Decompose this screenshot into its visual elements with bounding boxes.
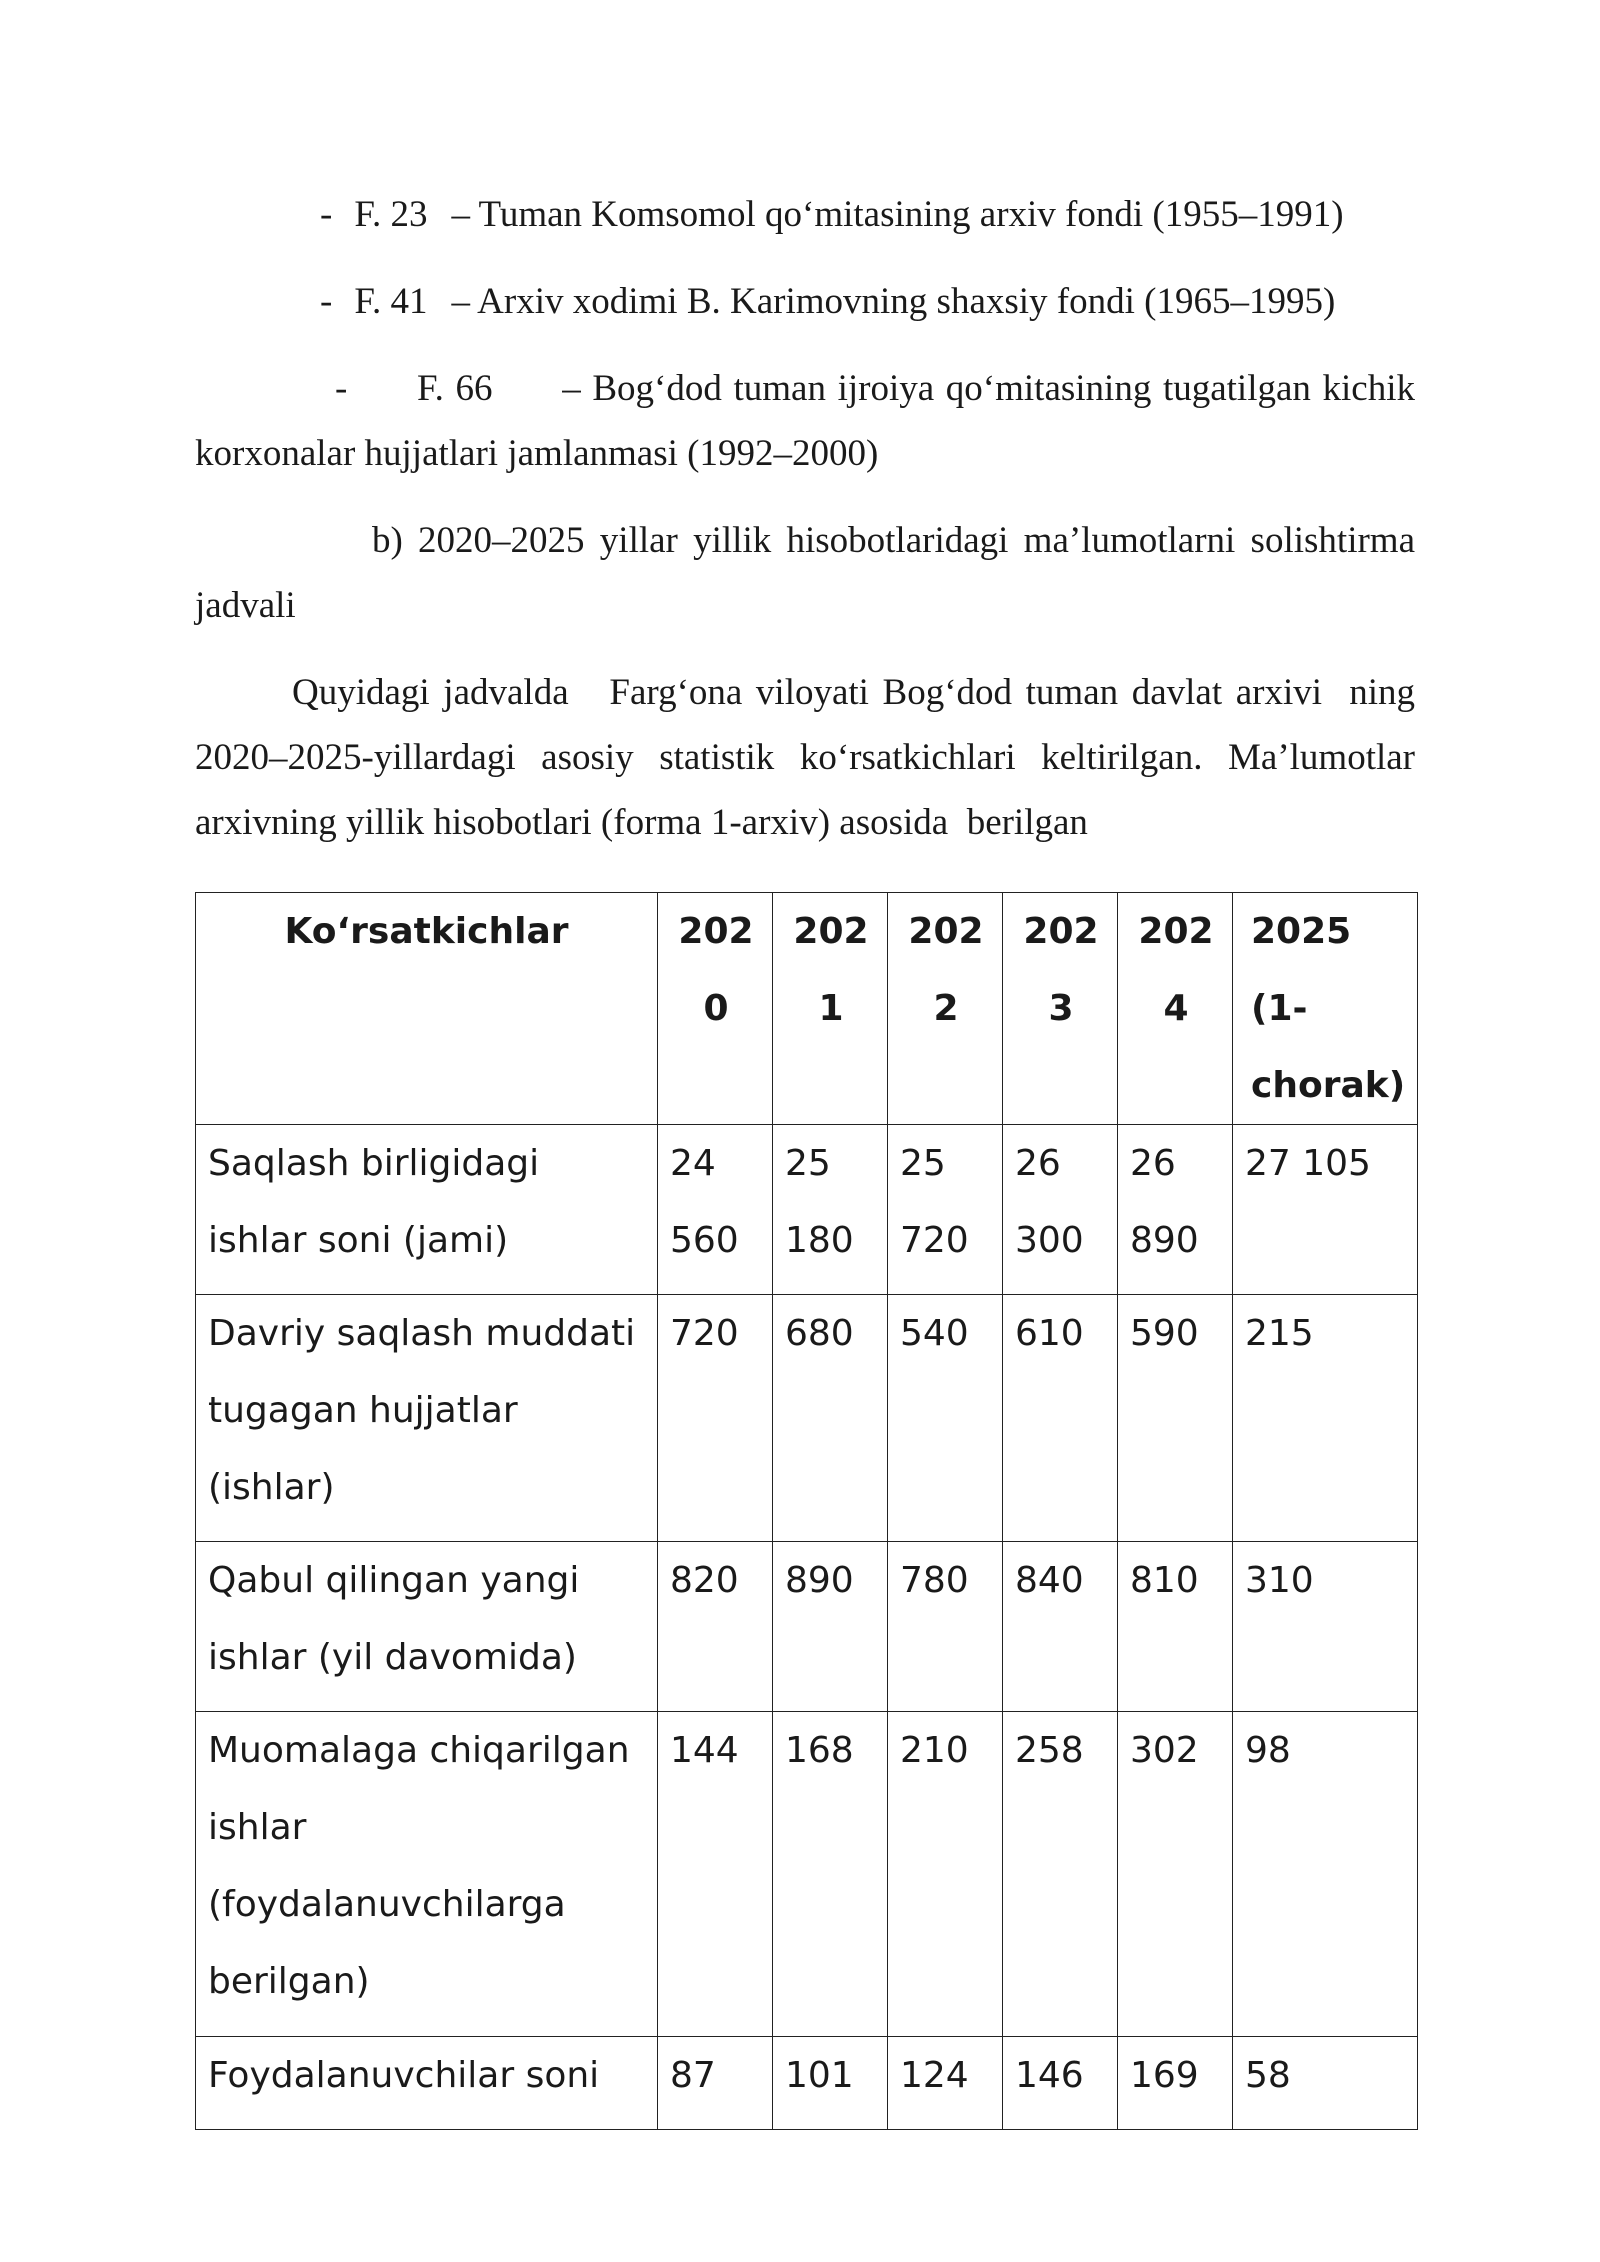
intro-line3: arxivning yillik hisobotlari (forma 1-arxiv) asosida berilgan <box>195 802 1088 843</box>
fond-item-f66 <box>335 366 1415 412</box>
cell-2025: 98 <box>1233 1712 1418 2037</box>
row-label <box>196 2037 658 2130</box>
section-b-line1: b) 2020–2025 yillar yillik hisobotlaridagi ma’lumotlarni solishtirma <box>372 520 1415 561</box>
row-label <box>196 1712 658 2037</box>
cell-2023: 840 <box>1003 1542 1118 1712</box>
cell-2022 <box>888 1125 1003 1295</box>
fond-code: F. 23 <box>354 194 428 235</box>
cell-2023: 146 <box>1003 2037 1118 2130</box>
fond-description: – Tuman Komsomol qoʻmitasining arxiv fondi (1955–1991) <box>451 194 1344 235</box>
list-dash: - <box>320 281 333 322</box>
header-year-part: chorak) <box>1251 1065 1406 1106</box>
cell-value: 26 <box>1015 1143 1061 1184</box>
header-indicators-text: Koʻrsatkichlar <box>284 911 569 952</box>
cell-2024: 590 <box>1118 1295 1233 1542</box>
intro-line2: 2020–2025-yillardagi asosiy statistik koʻrsatkichlari keltirilgan. Ma’lumotlar <box>195 737 1415 778</box>
table-row <box>196 1295 1418 1542</box>
cell-2021: 680 <box>773 1295 888 1542</box>
row-label-line: Muomalaga chiqarilgan <box>208 1730 630 1771</box>
list-dash: - <box>320 194 333 235</box>
row-label-line: berilgan) <box>208 1961 370 2002</box>
cell-value: 180 <box>785 1220 854 1261</box>
cell-value: 300 <box>1015 1220 1084 1261</box>
header-year-part: 202 <box>908 911 984 952</box>
cell-2020: 720 <box>658 1295 773 1542</box>
section-b-heading <box>372 518 1415 564</box>
header-year-2021 <box>773 893 888 1125</box>
fond-code: F. 41 <box>354 281 428 322</box>
row-label-line: tugagan hujjatlar <box>208 1390 518 1431</box>
cell-2025: 27 105 <box>1233 1125 1418 1295</box>
table-header-row <box>196 893 1418 1125</box>
row-label <box>196 1125 658 1295</box>
statistics-table <box>195 892 1418 2130</box>
cell-value: 25 <box>900 1143 946 1184</box>
row-label-line: (ishlar) <box>208 1467 335 1508</box>
cell-value: 24 <box>670 1143 716 1184</box>
cell-2020: 820 <box>658 1542 773 1712</box>
header-year-2023 <box>1003 893 1118 1125</box>
cell-2021: 890 <box>773 1542 888 1712</box>
row-label-line: Davriy saqlash muddati <box>208 1313 636 1354</box>
header-year-part: 1 <box>818 988 844 1029</box>
header-year-part: 4 <box>1163 988 1189 1029</box>
cell-2022: 780 <box>888 1542 1003 1712</box>
table-row <box>196 1542 1418 1712</box>
cell-2023: 258 <box>1003 1712 1118 2037</box>
cell-2024: 169 <box>1118 2037 1233 2130</box>
cell-2025: 215 <box>1233 1295 1418 1542</box>
cell-value: 25 <box>785 1143 831 1184</box>
header-year-part: 202 <box>1023 911 1099 952</box>
cell-value: 26 <box>1130 1143 1176 1184</box>
fond-code: F. 66 <box>417 368 493 409</box>
table-row <box>196 1712 1418 2037</box>
row-label-line: Qabul qilingan yangi <box>208 1560 580 1601</box>
intro-line1-text: Quyidagi jadvalda Fargʻona viloyati Bogʻdod tuman davlat arxivi ning <box>292 672 1415 713</box>
fond-item-f23 <box>320 192 1344 238</box>
cell-2022: 124 <box>888 2037 1003 2130</box>
header-year-part: 202 <box>1138 911 1214 952</box>
cell-2023 <box>1003 1125 1118 1295</box>
cell-2020: 144 <box>658 1712 773 2037</box>
fond-description: – Arxiv xodimi B. Karimovning shaxsiy fondi (1965–1995) <box>451 281 1336 322</box>
cell-value: 560 <box>670 1220 739 1261</box>
row-label-line: ishlar (yil davomida) <box>208 1637 577 1678</box>
cell-2022: 540 <box>888 1295 1003 1542</box>
cell-value: 720 <box>900 1220 969 1261</box>
fond-f66-continuation: korxonalar hujjatlari jamlanmasi (1992–2000) <box>195 433 879 474</box>
intro-line1 <box>292 670 1415 716</box>
table-row <box>196 2037 1418 2130</box>
cell-2022: 210 <box>888 1712 1003 2037</box>
header-year-part: 2025 (1- <box>1251 911 1352 1029</box>
row-label <box>196 1295 658 1542</box>
cell-2021 <box>773 1125 888 1295</box>
fond-description: – Bogʻdod tuman ijroiya qoʻmitasining tugatilgan kichik <box>562 368 1416 409</box>
list-dash: - <box>335 368 348 409</box>
header-year-part: 3 <box>1048 988 1074 1029</box>
header-year-2025 <box>1233 893 1418 1125</box>
table-row <box>196 1125 1418 1295</box>
row-label-line: ishlar <box>208 1807 307 1848</box>
section-b-line2: jadvali <box>195 585 296 626</box>
row-label <box>196 1542 658 1712</box>
cell-2023: 610 <box>1003 1295 1118 1542</box>
cell-2024 <box>1118 1125 1233 1295</box>
row-label-line: ishlar soni (jami) <box>208 1220 509 1261</box>
row-label-line: (foydalanuvchilarga <box>208 1884 566 1925</box>
header-year-part: 202 <box>678 911 754 952</box>
cell-2021: 168 <box>773 1712 888 2037</box>
cell-2024: 810 <box>1118 1542 1233 1712</box>
header-year-part: 202 <box>793 911 869 952</box>
cell-2024: 302 <box>1118 1712 1233 2037</box>
header-year-2024 <box>1118 893 1233 1125</box>
header-year-2022 <box>888 893 1003 1125</box>
cell-2020: 87 <box>658 2037 773 2130</box>
cell-2025: 58 <box>1233 2037 1418 2130</box>
cell-2020 <box>658 1125 773 1295</box>
cell-value: 890 <box>1130 1220 1199 1261</box>
header-indicators <box>196 893 658 1125</box>
header-year-part: 0 <box>703 988 729 1029</box>
cell-2021: 101 <box>773 2037 888 2130</box>
row-label-line: Saqlash birligidagi <box>208 1143 540 1184</box>
header-year-2020 <box>658 893 773 1125</box>
fond-item-f41 <box>320 279 1335 325</box>
row-label-line: Foydalanuvchilar soni <box>208 2055 600 2096</box>
header-year-part: 2 <box>933 988 959 1029</box>
cell-2025: 310 <box>1233 1542 1418 1712</box>
